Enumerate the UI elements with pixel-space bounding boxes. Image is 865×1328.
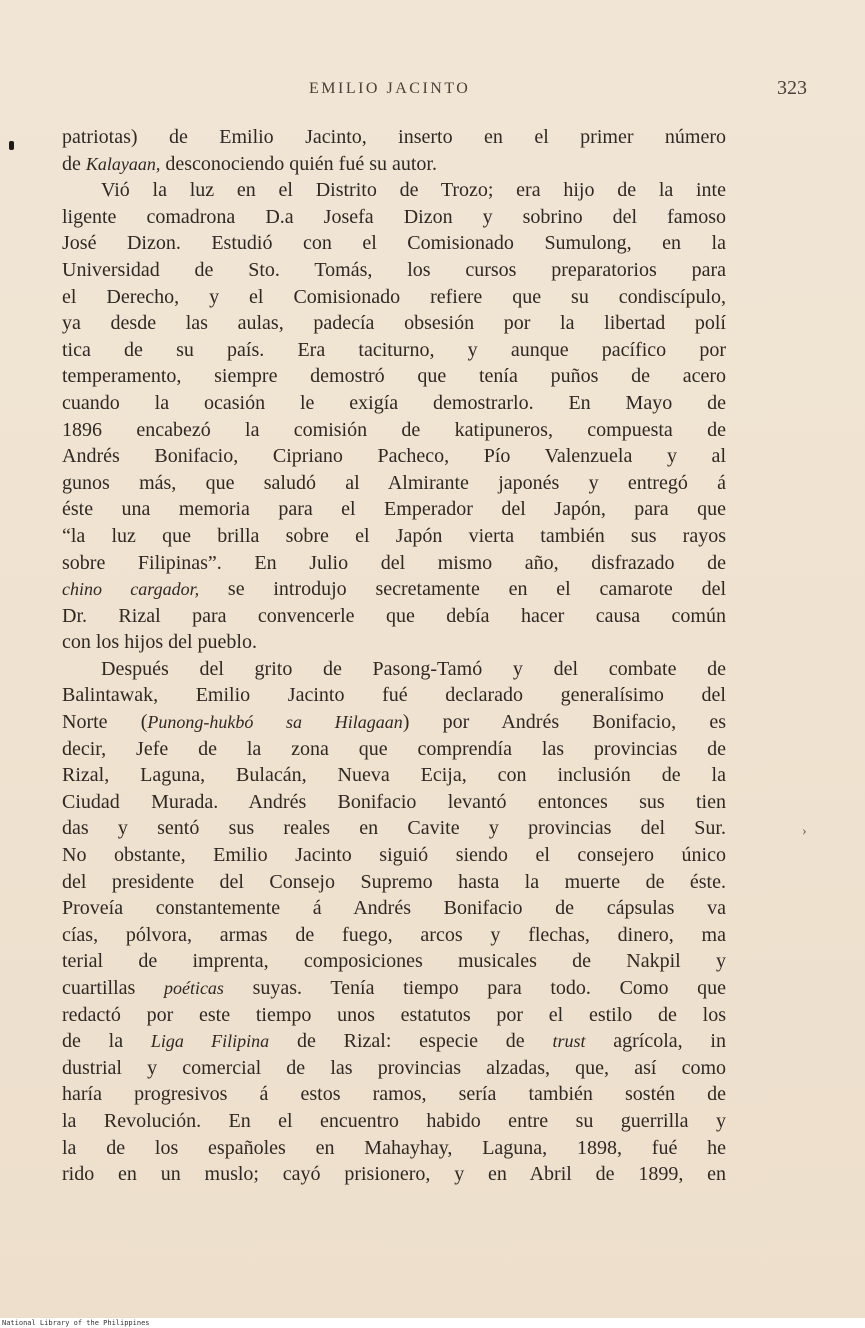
- text-line: [62, 417, 726, 444]
- text-run: sobre Filipinas”. En Julio del mismo año, disfrazado de: [62, 551, 726, 574]
- text-line: [62, 284, 726, 311]
- text-run: Después del grito de Pasong-Tamó y del combate de: [101, 657, 726, 680]
- text-line: [62, 257, 726, 284]
- text-line: [62, 390, 726, 417]
- italic-text: Punong-hukbó sa Hilagaan: [147, 712, 403, 733]
- text-run: suyas. Tenía tiempo para todo. Como que: [223, 977, 726, 999]
- text-line: [62, 948, 726, 975]
- text-run: Ciudad Murada. Andrés Bonifacio levantó entonces sus tien: [62, 790, 726, 813]
- text-line: [62, 363, 726, 390]
- text-run: de la: [62, 1030, 151, 1053]
- text-run: cías, pólvora, armas de fuego, arcos y flechas, dinero, ma: [62, 923, 726, 946]
- text-run: de: [62, 152, 86, 175]
- text-line: [62, 603, 726, 630]
- running-head: [0, 77, 865, 102]
- text-run: Balintawak, Emilio Jacinto fué declarado generalísimo del: [62, 684, 726, 707]
- text-run: No obstante, Emilio Jacinto siguió siendo el consejero único: [62, 844, 726, 867]
- margin-ink-spot: [9, 141, 14, 150]
- text-run: Proveía constantemente á Andrés Bonifacio de cápsulas va: [62, 897, 726, 920]
- text-run: el Derecho, y el Comisionado refiere que su condiscípulo,: [62, 285, 726, 308]
- text-run: agrícola, in: [585, 1030, 726, 1053]
- text-line: [62, 789, 726, 816]
- text-run: ya desde las aulas, padecía obsesión por la libertad polí: [62, 312, 726, 335]
- text-run: José Dizon. Estudió con el Comisionado Sumulong, en la: [62, 232, 726, 255]
- text-run: desconociendo quién fué su autor.: [160, 152, 437, 175]
- text-run: gunos más, que saludó al Almirante japonés y entregó á: [62, 471, 726, 494]
- text-run: ) por Andrés Bonifacio, es: [402, 711, 726, 734]
- library-credit: National Library of the Philippines: [2, 1319, 150, 1327]
- text-line: [62, 576, 726, 603]
- text-line: [62, 922, 726, 949]
- text-run: Universidad de Sto. Tomás, los cursos preparatorios para: [62, 258, 726, 281]
- text-line: [62, 762, 726, 789]
- italic-text: Liga Filipina: [150, 1031, 270, 1052]
- text-run: éste una memoria para el Emperador del Japón, para que: [62, 498, 726, 521]
- body-text: [62, 124, 726, 1188]
- text-line: [62, 204, 726, 231]
- text-line: [62, 1081, 726, 1108]
- text-run: Norte (: [62, 711, 148, 734]
- text-run: cuartillas: [62, 977, 164, 999]
- text-line: [62, 1108, 726, 1135]
- text-run: tica de su país. Era taciturno, y aunque pacífico por: [62, 338, 726, 361]
- text-run: con los hijos del pueblo.: [62, 631, 257, 654]
- text-run: rido en un muslo; cayó prisionero, y en Abril de 1899, en: [62, 1163, 726, 1186]
- italic-text: trust: [552, 1031, 586, 1052]
- text-run: de Rizal: especie de: [269, 1030, 553, 1053]
- text-run: terial de imprenta, composiciones musicales de Nakpil y: [62, 950, 726, 973]
- text-line: [62, 337, 726, 364]
- text-run: das y sentó sus reales en Cavite y provincias del Sur.: [62, 817, 726, 840]
- text-line: [62, 443, 726, 470]
- text-line: [62, 230, 726, 257]
- text-line: [62, 1028, 726, 1055]
- italic-text: chino cargador,: [62, 579, 200, 600]
- text-run: redactó por este tiempo unos estatutos por el estilo de los: [62, 1003, 726, 1026]
- text-run: patriotas) de Emilio Jacinto, inserto en el primer número: [62, 126, 726, 148]
- text-line: [62, 1135, 726, 1162]
- text-run: cuando la ocasión le exigía demostrarlo. En Mayo de: [62, 391, 726, 414]
- text-run: la Revolución. En el encuentro habido entre su guerrilla y: [62, 1109, 726, 1132]
- text-run: Vió la luz en el Distrito de Trozo; era hijo de la inte: [101, 179, 726, 202]
- text-line: [62, 895, 726, 922]
- text-run: Rizal, Laguna, Bulacán, Nueva Ecija, con inclusión de la: [62, 764, 726, 787]
- page-number: 323: [777, 77, 807, 99]
- margin-mark: ›: [802, 824, 807, 839]
- text-line: [62, 709, 726, 736]
- text-run: 1896 encabezó la comisión de katipuneros, compuesta de: [62, 418, 726, 441]
- text-run: “la luz que brilla sobre el Japón vierta también sus rayos: [62, 524, 726, 547]
- text-line: [62, 470, 726, 497]
- text-line: [62, 1161, 726, 1188]
- text-line: [62, 629, 726, 656]
- text-run: decir, Jefe de la zona que comprendía las provincias de: [62, 737, 726, 760]
- text-line: [62, 1055, 726, 1082]
- text-line: [62, 869, 726, 896]
- text-line: [62, 124, 726, 151]
- text-line: [62, 177, 726, 204]
- text-line: [62, 1002, 726, 1029]
- text-line: [62, 815, 726, 842]
- text-line: [62, 842, 726, 869]
- text-line: [62, 682, 726, 709]
- text-line: [62, 496, 726, 523]
- text-line: [62, 550, 726, 577]
- text-run: la de los españoles en Mahayhay, Laguna, 1898, fué he: [62, 1136, 726, 1159]
- text-run: Andrés Bonifacio, Cipriano Pacheco, Pío Valenzuela y al: [62, 445, 726, 468]
- text-run: ligente comadrona D.a Josefa Dizon y sobrino del famoso: [62, 205, 726, 228]
- text-run: del presidente del Consejo Supremo hasta la muerte de éste.: [62, 870, 726, 893]
- text-line: [62, 523, 726, 550]
- text-line: [62, 151, 726, 178]
- italic-text: poéticas: [163, 978, 224, 998]
- running-title: EMILIO JACINTO: [309, 80, 471, 97]
- text-line: [62, 736, 726, 763]
- text-run: se introdujo secretamente en el camarote del: [199, 578, 726, 601]
- text-run: Dr. Rizal para convencerle que debía hacer causa común: [62, 604, 726, 627]
- text-line: [62, 975, 726, 1002]
- italic-text: Kalayaan,: [85, 153, 161, 174]
- text-line: [62, 310, 726, 337]
- text-line: [62, 656, 726, 683]
- text-run: haría progresivos á estos ramos, sería también sostén de: [62, 1083, 726, 1106]
- text-run: temperamento, siempre demostró que tenía puños de acero: [62, 365, 726, 388]
- text-run: dustrial y comercial de las provincias alzadas, que, así como: [62, 1056, 726, 1079]
